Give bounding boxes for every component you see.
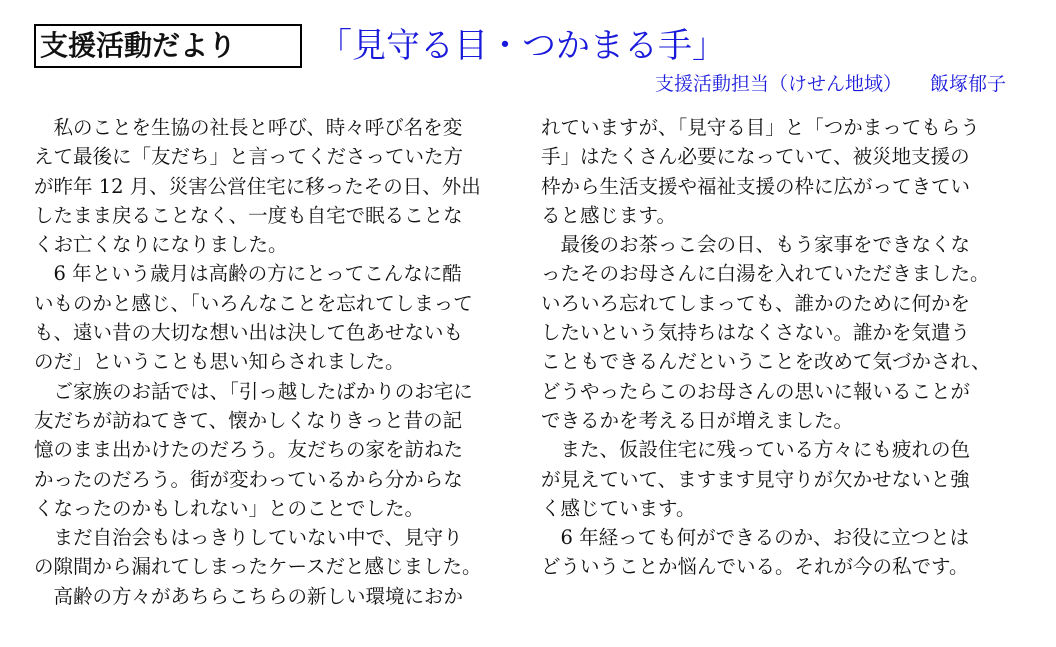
section-title-box (34, 24, 302, 68)
byline-name: 飯塚郁子 (929, 73, 1006, 95)
article-line: したまま戻ることなく、一度も自宅で眠ることな (34, 203, 463, 227)
article-line: まだ自治会もはっきりしていない中で、見守り (34, 526, 463, 550)
article-right-column (541, 113, 1031, 582)
article-line: 高齢の方々があちらこちらの新しい環境におか (34, 584, 464, 608)
article-line: く感じています。 (541, 496, 696, 520)
article-headline: 「見守る目・つかまる手」 (318, 26, 726, 66)
article-line: えて最後に「友だち」と言ってくださっていた方 (34, 145, 464, 169)
article-line: 枠から生活支援や福祉支援の枠に広がってきてい (541, 174, 971, 198)
byline (655, 70, 1006, 98)
article-line: 6 年経っても何ができるのか、お役に立つとは (541, 526, 970, 550)
article-line: が昨年 12 月、災害公営住宅に移ったその日、外出 (34, 174, 481, 198)
article-line: 6 年という歳月は高齢の方にとってこんなに酷 (34, 262, 462, 286)
article-line: が見えていて、ますます見守りが欠かせないと強 (541, 467, 970, 491)
article-line: ご家族のお話では、「引っ越したばかりのお宅に (34, 379, 473, 403)
article-line: くお亡くなりになりました。 (34, 233, 288, 257)
article-line: また、仮設住宅に残っている方々にも疲れの色 (541, 438, 971, 462)
article-line: の隙間から漏れてしまったケースだと感じました。 (34, 555, 482, 579)
article-line: こともできるんだということを改めて気づかされ、 (541, 350, 991, 374)
article-line: したいという気持ちはなくさない。誰かを気遣う (541, 321, 971, 345)
article-line: いろいろ忘れてしまっても、誰かのために何かを (541, 291, 971, 315)
section-title: 支援活動だより (40, 29, 237, 62)
article-line: れていますが、「見守る目」と「つかまってもらう (541, 116, 980, 139)
article-line: ると感じます。 (541, 203, 676, 227)
byline-role: 支援活動担当（けせん地域） (654, 73, 902, 95)
article-line: どうやったらこのお母さんの思いに報いることが (541, 379, 971, 403)
article-line: 私のことを生協の社長と呼び、時々呼び名を変 (34, 116, 463, 139)
article-line: どういうことか悩んでいる。それが今の私です。 (541, 555, 969, 579)
article-line: 友だちが訪ねてきて、懐かしくなりきっと昔の記 (34, 408, 463, 432)
article-left-column (34, 113, 524, 611)
article-line: 最後のお茶っこ会の日、もう家事をできなくな (541, 233, 971, 257)
article-line: 憶のまま出かけたのだろう。友だちの家を訪ねた (34, 438, 464, 462)
article-line: ったそのお母さんに白湯を入れていただきました。 (541, 262, 990, 286)
article-line: いものかと感じ、「いろんなことを忘れてしまって (34, 291, 473, 315)
article-line: のだ」ということも思い知らされました。 (34, 350, 405, 374)
article-line: 手」はたくさん必要になっていて、被災地支援の (541, 145, 970, 169)
article-line: かったのだろう。街が変わっているから分からな (34, 467, 463, 491)
article-line: くなったのかもしれない」とのことでした。 (34, 496, 425, 520)
article-line: できるかを考える日が増えました。 (541, 408, 854, 432)
article-line: も、遠い昔の大切な想い出は決して色あせないも (34, 321, 464, 345)
